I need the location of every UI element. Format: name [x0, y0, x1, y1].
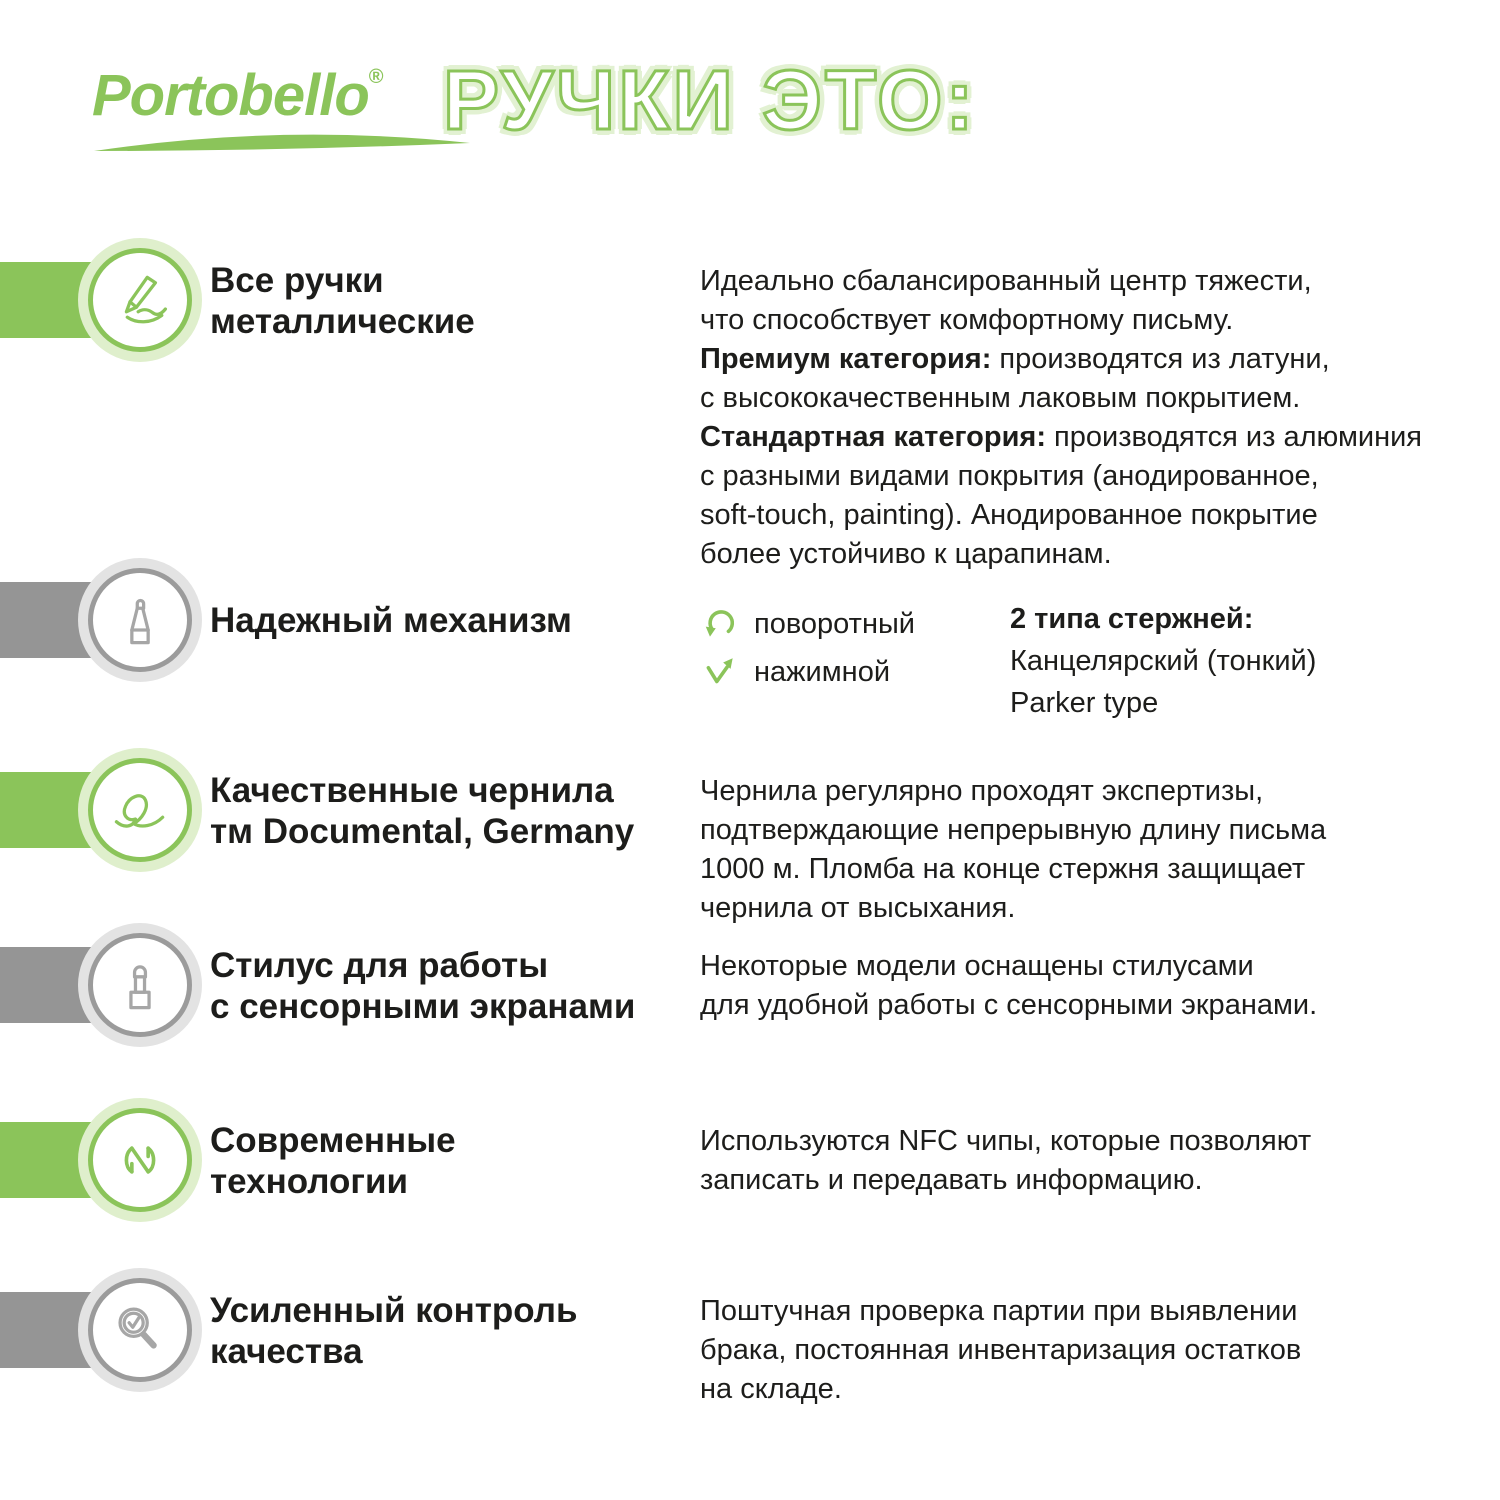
feature-description-line	[700, 496, 1480, 535]
feature-description-line	[700, 340, 1480, 379]
text: подтверждающие непрерывную длину письма	[700, 814, 1327, 846]
text: более устойчиво к царапинам.	[700, 538, 1112, 570]
feature-icon-circle	[88, 1278, 192, 1382]
text: для удобной работы с сенсорными экранами.	[700, 989, 1318, 1021]
feature-row	[0, 1265, 1500, 1405]
refill-types-heading: 2 типа стержней:	[1010, 603, 1254, 635]
feature-title-line: Все ручки	[210, 261, 384, 300]
feature-description-line	[700, 379, 1480, 418]
feature-icon-circle	[88, 758, 192, 862]
text: Используются NFC чипы, которые позволяют	[700, 1125, 1312, 1157]
refill-types	[1010, 598, 1316, 724]
feature-description-line	[700, 418, 1480, 457]
feature-description-line	[700, 947, 1480, 986]
nfc-icon	[111, 1131, 169, 1189]
text: брака, постоянная инвентаризация остатков	[700, 1334, 1302, 1366]
feature-description-line	[700, 457, 1480, 496]
feature-row	[0, 920, 1500, 1050]
feature-row	[0, 745, 1500, 924]
text: soft-touch, painting). Анодированное покрытие	[700, 499, 1318, 531]
feature-title-line: тм Documental, Germany	[210, 812, 635, 851]
text: производятся из латуни,	[991, 343, 1330, 375]
mechanism-option-label: поворотный	[754, 607, 916, 640]
pen-tip-icon	[111, 591, 169, 649]
feature-title	[210, 1120, 456, 1202]
feature-title	[210, 600, 572, 641]
pen-writing-icon	[111, 271, 169, 329]
text: что способствует комфортному письму.	[700, 304, 1234, 336]
registered-trademark-icon: ®	[368, 66, 384, 88]
feature-description	[700, 1292, 1480, 1409]
feature-title-line: Современные	[210, 1121, 456, 1160]
feature-icon-circle	[88, 568, 192, 672]
feature-description	[700, 772, 1480, 928]
stylus-icon	[111, 956, 169, 1014]
feature-icon-circle	[88, 933, 192, 1037]
feature-title-line: с сенсорными экранами	[210, 987, 636, 1026]
feature-row	[0, 1095, 1500, 1225]
feature-title-line: Стилус для работы	[210, 946, 549, 985]
mechanism-option	[700, 648, 915, 696]
press-icon	[700, 653, 740, 691]
feature-description-line	[700, 986, 1480, 1025]
mechanism-option	[700, 600, 915, 648]
page-title: РУЧКИ ЭТО:	[443, 53, 977, 147]
text: записать и передавать информацию.	[700, 1164, 1203, 1196]
feature-description-line	[700, 1292, 1480, 1331]
feature-title	[210, 945, 635, 1027]
text: на складе.	[700, 1373, 842, 1405]
text: с разными видами покрытия (анодированное,	[700, 460, 1319, 492]
refill-type-item: Канцелярский (тонкий)	[1010, 645, 1317, 677]
text: с высококачественным лаковым покрытием.	[700, 382, 1301, 414]
brand-name: Portobello	[92, 63, 369, 128]
bold-text: Стандартная категория:	[700, 421, 1046, 453]
feature-title	[210, 1290, 578, 1372]
mechanism-option-label: нажимной	[754, 655, 891, 688]
feature-description-line	[700, 811, 1480, 850]
feature-description	[700, 262, 1480, 574]
refill-type-item: Parker type	[1010, 687, 1159, 719]
feature-icon-circle	[88, 248, 192, 352]
bold-text: Премиум категория:	[700, 343, 992, 375]
feature-title	[210, 770, 634, 852]
feature-row	[0, 235, 1500, 570]
feature-title-line: качества	[210, 1332, 363, 1371]
feature-title	[210, 260, 475, 342]
feature-title-line: Надежный механизм	[210, 601, 572, 640]
feature-title-line: технологии	[210, 1162, 409, 1201]
text: 1000 м. Пломба на конце стержня защищает	[700, 853, 1306, 885]
feature-title-line: Качественные чернила	[210, 771, 614, 810]
mechanism-options	[700, 600, 915, 696]
feature-description-line	[700, 772, 1480, 811]
feature-description-line	[700, 1161, 1480, 1200]
text: Поштучная проверка партии при выявлении	[700, 1295, 1298, 1327]
feature-description-line	[700, 1370, 1480, 1409]
feature-icon-circle	[88, 1108, 192, 1212]
rotate-icon	[700, 605, 740, 643]
text: производятся из алюминия	[1046, 421, 1423, 453]
feature-description-line	[700, 262, 1480, 301]
brand-logo	[92, 62, 492, 157]
feature-row	[0, 555, 1500, 719]
quality-check-icon	[111, 1301, 169, 1359]
text: Идеально сбалансированный центр тяжести,	[700, 265, 1312, 297]
text: Некоторые модели оснащены стилусами	[700, 950, 1254, 982]
feature-description	[700, 1122, 1480, 1200]
feature-title-line: Усиленный контроль	[210, 1291, 578, 1330]
feature-title-line: металлические	[210, 302, 475, 341]
feature-description-line	[700, 1122, 1480, 1161]
text: чернила от высыхания.	[700, 892, 1016, 924]
feature-description-line	[700, 1331, 1480, 1370]
brand-swoosh-icon	[92, 131, 472, 157]
ink-squiggle-icon	[111, 781, 169, 839]
feature-description	[700, 947, 1480, 1025]
text: Чернила регулярно проходят экспертизы,	[700, 775, 1264, 807]
feature-description-line	[700, 301, 1480, 340]
feature-description-line	[700, 850, 1480, 889]
